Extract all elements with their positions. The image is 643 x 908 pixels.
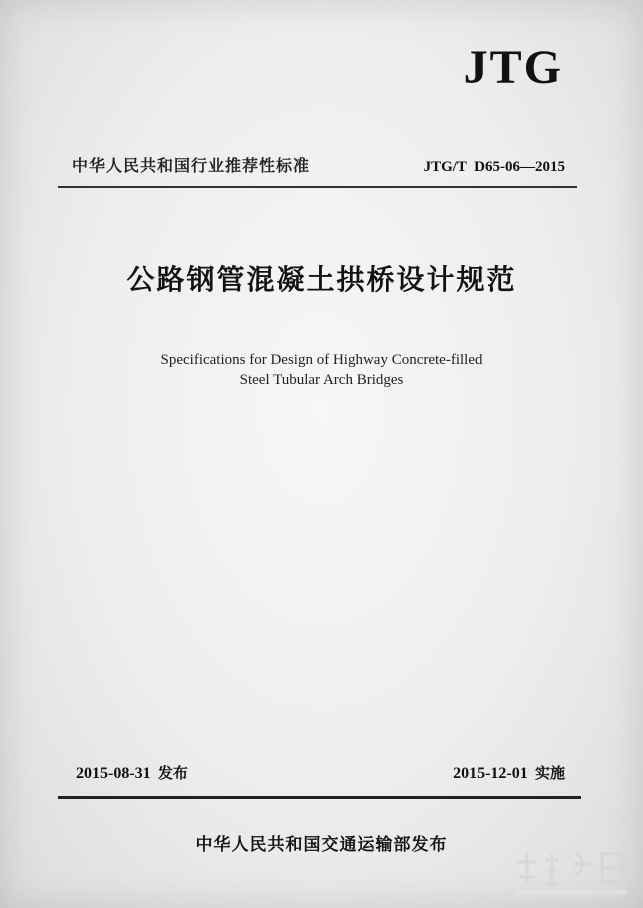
title-english-line-2: Steel Tubular Arch Bridges bbox=[239, 372, 404, 388]
standard-code: JTG/T D65-06—2015 bbox=[423, 159, 565, 175]
publish-date-block bbox=[76, 762, 188, 783]
title-chinese: 公路钢管混凝土拱桥设计规范 bbox=[126, 263, 517, 296]
title-english-line-1: Specifications for Design of Highway Concrete-filled bbox=[160, 352, 483, 368]
title-english bbox=[0, 350, 643, 390]
footer-divider bbox=[58, 796, 581, 799]
effective-label: 实施 bbox=[534, 764, 565, 782]
header-divider bbox=[58, 186, 577, 188]
standard-category: 中华人民共和国行业推荐性标准 bbox=[72, 156, 311, 175]
jtg-logo: JTG bbox=[463, 41, 563, 94]
effective-date: 2015-12-01 bbox=[453, 765, 528, 782]
issuing-authority: 中华人民共和国交通运输部发布 bbox=[195, 835, 448, 855]
effective-date-block bbox=[453, 762, 565, 783]
watermark-logo bbox=[507, 842, 637, 902]
publish-date: 2015-08-31 bbox=[76, 765, 151, 782]
standard-header bbox=[72, 150, 565, 176]
publish-label: 发布 bbox=[157, 764, 188, 782]
dates-row bbox=[76, 762, 565, 783]
